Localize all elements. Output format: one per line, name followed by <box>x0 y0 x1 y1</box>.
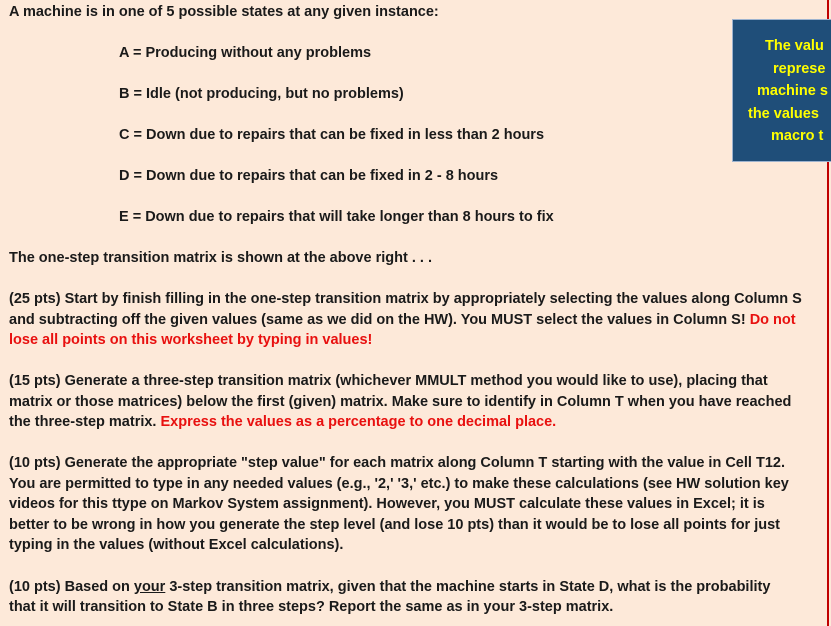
task1-line2 <box>9 311 796 329</box>
instruction-callout-box <box>732 19 831 162</box>
task4-line1 <box>9 578 770 596</box>
task2-format-note: Express the values as a percentage to one decimal place. <box>160 414 557 430</box>
state-e: E = Down due to repairs that will take longer than 8 hours to fix <box>119 209 554 225</box>
task3-line3: videos for this ttype on Markov System assignment). However, you MUST calculate these values in Excel; it is <box>9 496 765 512</box>
state-a: A = Producing without any problems <box>119 45 372 61</box>
task4-line2: that it will transition to State B in three steps? Report the same as in your 3-step matrix. <box>9 599 614 615</box>
task3-line5: typing in the values (without Excel calculations). <box>9 537 344 553</box>
task2-line2: matrix or those matrices) below the first (given) matrix. Make sure to identify in Column T when you have reached <box>9 394 792 410</box>
task3-line2: You are permitted to type in any needed values (e.g., '2,' '3,' etc.) to make these calculations (see HW solution key <box>9 476 789 492</box>
task1-warning-cont: lose all points on this worksheet by typing in values! <box>9 332 373 348</box>
callout-line-3: machine s <box>757 83 828 99</box>
state-b: B = Idle (not producing, but no problems) <box>119 86 404 102</box>
callout-line-2: represe <box>773 61 826 77</box>
callout-line-4: the values <box>748 106 819 122</box>
task4-line1-pre: (10 pts) Based on <box>9 579 134 595</box>
state-c: C = Down due to repairs that can be fixed in less than 2 hours <box>119 127 545 143</box>
task2-line3 <box>9 413 556 431</box>
task1-line2-text: and subtracting off the given values (same as we did on the HW). You MUST select the values in Column S! <box>9 312 750 328</box>
callout-line-1: The valu <box>765 38 824 54</box>
task2-line3-text: the three-step matrix. <box>9 414 161 430</box>
matrix-note: The one-step transition matrix is shown at the above right . . . <box>9 250 432 266</box>
task1-warning: Do not <box>749 312 796 328</box>
task1-line1: (25 pts) Start by finish filling in the one-step transition matrix by appropriately selecting the values along Column S <box>9 291 802 307</box>
task3-line1: (10 pts) Generate the appropriate "step value" for each matrix along Column T starting with the value in Cell T12. <box>9 455 785 471</box>
task4-emphasis: your <box>133 579 166 595</box>
task2-line1: (15 pts) Generate a three-step transition matrix (whichever MMULT method you would like to use), placing that <box>9 373 768 389</box>
task4-line1-post: 3-step transition matrix, given that the machine starts in State D, what is the probability <box>165 579 771 595</box>
state-d: D = Down due to repairs that can be fixed in 2 - 8 hours <box>119 168 499 184</box>
intro-text: A machine is in one of 5 possible states at any given instance: <box>9 4 439 20</box>
task3-line4: better to be wrong in how you generate the step level (and lose 10 pts) than it would be to lose all points for just <box>9 517 780 533</box>
callout-line-5: macro t <box>771 128 824 144</box>
